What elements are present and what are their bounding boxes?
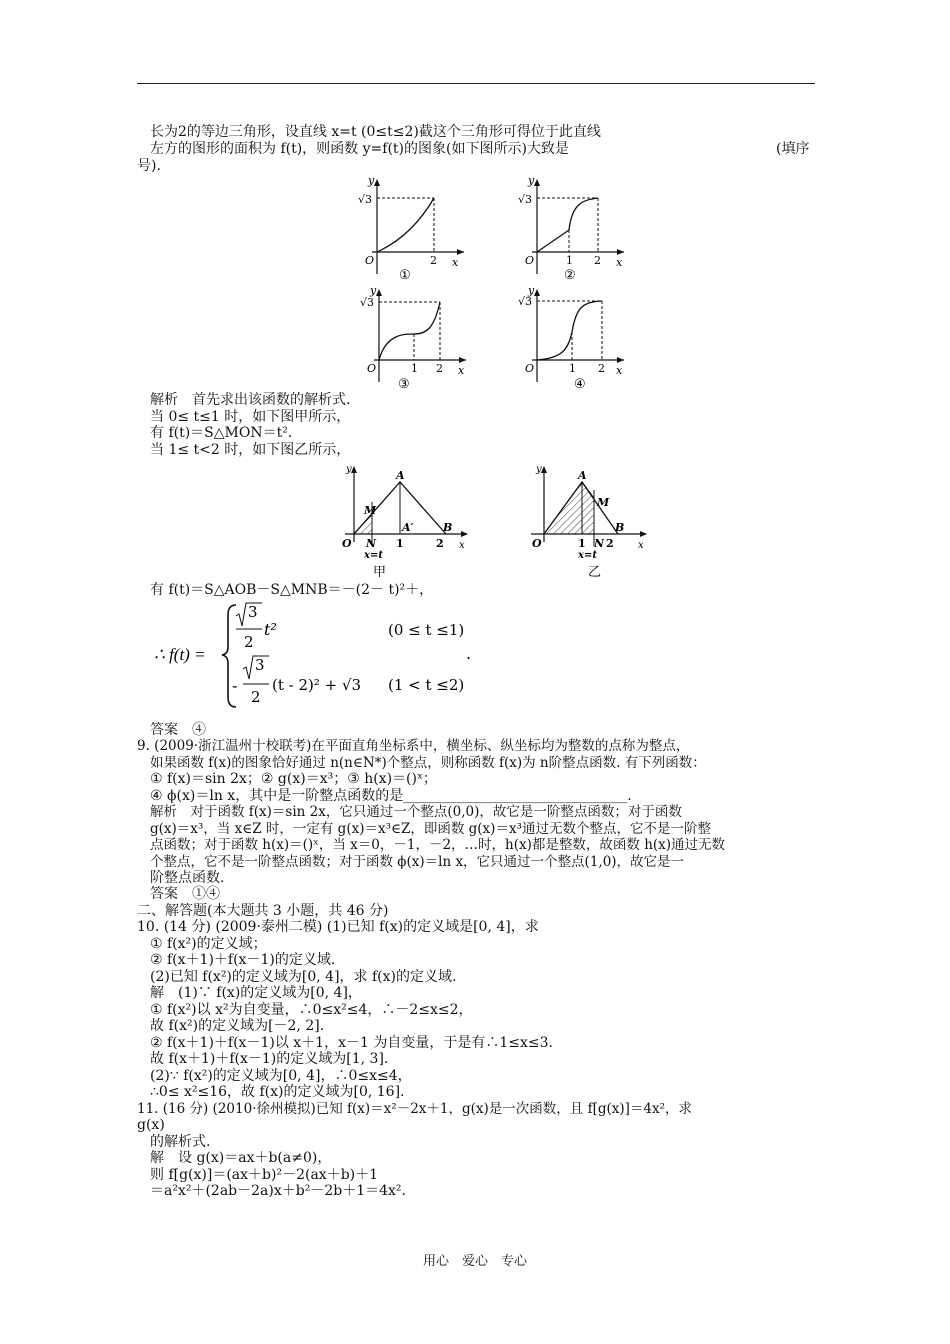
text-line: 个整点，它不是一阶整点函数；对于函数 ϕ(x)＝ln x，它只通过一个整点(1,0)，故它是一 <box>150 854 685 870</box>
minus-sign: - <box>232 676 238 695</box>
text-line: 9. (2009·浙江温州十校联考)在平面直角坐标系中，横坐标、纵坐标均为整数的点称为整点， <box>137 738 690 754</box>
section-heading: 二、解答题(本大题共 3 小题，共 46 分) <box>137 903 389 919</box>
text-line: 故 f(x＋1)＋f(x－1)的定义域为[1, 3]. <box>150 1051 389 1067</box>
text-line: 答案 ①④ <box>150 886 220 902</box>
text-line: 长为2的等边三角形，设直线 x=t (0≤t≤2)截这个三角形可得位于此直线 <box>150 124 601 140</box>
case-expression: (t - 2)² + √3 <box>272 676 362 694</box>
graph-4 <box>512 284 632 392</box>
triangle-figure-yi <box>526 462 656 582</box>
x-tick-label: 2 <box>436 362 443 375</box>
triangle-figure-jia <box>340 462 475 582</box>
text-line: 答案 ④ <box>150 722 206 738</box>
case-condition: (1 < t ≤2) <box>388 676 465 694</box>
text-line: 11. (16 分) (2010·徐州模拟)已知 f(x)＝x²－2x＋1，g(x)是一次函数，且 f[g(x)]＝4x²，求 <box>137 1101 693 1117</box>
tick-1-label: 1 <box>396 537 404 550</box>
origin-label: O <box>532 537 542 550</box>
text-line: (填序 <box>776 141 810 157</box>
text-line: 左方的图形的面积为 f(t)，则函数 y=f(t)的图象(如下图所示)大致是 <box>150 141 569 157</box>
graph-2 <box>512 174 632 282</box>
fraction-denominator: 2 <box>251 688 261 706</box>
text-line: 阶整点函数. <box>150 870 225 886</box>
text-line: (2)∵ f(x²)的定义域为[0, 4]，∴0≤x≤4， <box>150 1068 412 1084</box>
formula-lhs: ∴ f(t) = <box>154 645 206 664</box>
t-squared: t² <box>264 620 277 639</box>
sqrt-radicand: 3 <box>248 603 258 621</box>
text-line: 当 0≤ t≤1 时，如下图甲所示， <box>150 409 351 425</box>
graph-3 <box>354 284 474 392</box>
point-N-label: N <box>366 537 377 550</box>
text-line: 当 1≤ t<2 时，如下图乙所示， <box>150 442 351 458</box>
text-line: 解 (1)∵ f(x)的定义域为[0, 4]， <box>150 985 362 1001</box>
text-line: 点函数；对于函数 h(x)＝()ˣ，当 x＝0，－1，－2，…时，h(x)都是整数，故函数 h(x)通过无数 <box>150 837 726 853</box>
case-condition: (0 ≤ t ≤1) <box>388 621 465 639</box>
text-line: 解析 对于函数 f(x)＝sin 2x，它只通过一个整点(0,0)，故它是一阶整点函数；对于函数 <box>150 804 682 820</box>
figure-caption: 乙 <box>588 565 602 580</box>
y-axis-label: y <box>528 284 535 297</box>
figure-caption: 甲 <box>373 565 387 580</box>
point-N-label: N <box>594 537 605 550</box>
vertex-A-prime-label: A′ <box>402 521 414 534</box>
x-axis-label: x <box>638 540 644 551</box>
y-axis-label: y <box>346 464 352 475</box>
vertex-B-label: B <box>443 521 453 534</box>
point-M-label: M <box>364 504 377 517</box>
text-line: ∴0≤ x²≤16，故 f(x)的定义域为[0, 16]. <box>150 1084 405 1100</box>
vertex-A-label: A <box>578 469 587 482</box>
text-line: 有 f(t)＝S△AOB－S△MNB＝－(2－ t)²＋， <box>150 582 434 598</box>
text-line: ② f(x＋1)＋f(x－1)以 x＋1，x－1 为自变量，于是有∴1≤x≤3. <box>150 1035 553 1051</box>
header-rule <box>137 83 815 84</box>
text-line: ① f(x²)的定义域； <box>150 936 267 952</box>
origin-label: O <box>367 362 377 375</box>
tick-1-label: 1 <box>578 537 586 550</box>
x-tick-label: 1 <box>411 362 418 375</box>
sqrt3-tick-label: √3 <box>518 193 533 206</box>
sqrt3-tick-label: √3 <box>358 193 373 206</box>
x-axis-label: x <box>459 540 465 551</box>
text-line: ④ ϕ(x)＝ln x，其中是一阶整点函数的是________________________________. <box>150 788 632 804</box>
text-line: 号). <box>137 158 161 174</box>
y-axis-label: y <box>528 174 535 187</box>
y-axis-label: y <box>536 464 542 475</box>
text-line: 故 f(x²)的定义域为[－2, 2]. <box>150 1018 325 1034</box>
text-line: 如果函数 f(x)的图象恰好通过 n(n∈N*)个整点，则称函数 f(x)为 n阶整点函数. 有下列函数： <box>150 755 706 771</box>
origin-label: O <box>525 362 535 375</box>
vertex-A-label: A <box>396 469 405 482</box>
x-axis-label: x <box>452 256 459 269</box>
text-line: 的解析式. <box>150 1134 211 1150</box>
text-line: 10. (14 分) (2009·泰州二模) (1)已知 f(x)的定义域是[0, 4]，求 <box>137 919 539 935</box>
x-axis-label: x <box>616 256 623 269</box>
text-line: 则 f[g(x)]＝(ax＋b)²－2(ax＋b)＋1 <box>150 1167 379 1183</box>
tick-2-label: 2 <box>436 537 444 550</box>
text-line: 解析 首先求出该函数的解析式. <box>150 392 351 408</box>
sqrt3-tick-label: √3 <box>518 295 533 308</box>
point-M-label: M <box>597 496 610 509</box>
vertex-B-label: B <box>615 521 625 534</box>
x-tick-label: 2 <box>594 254 601 267</box>
text-line: g(x)＝x³，当 x∈Z 时，一定有 g(x)＝x³∈Z，即函数 g(x)＝x³通过无数个整点，它不是一阶整 <box>150 821 711 837</box>
line-x-equals-t-label: x=t <box>364 550 383 561</box>
y-axis-label: y <box>368 174 375 187</box>
text-line: ① f(x²)以 x²为自变量，∴0≤x²≤4，∴－2≤x≤2， <box>150 1002 473 1018</box>
x-tick-label: 1 <box>569 362 576 375</box>
text-line: 解 设 g(x)＝ax＋b(a≠0)， <box>150 1150 332 1166</box>
x-tick-label: 1 <box>566 254 573 267</box>
sqrt3-tick-label: √3 <box>360 296 375 309</box>
text-line: ① f(x)＝sin 2x；② g(x)＝x³；③ h(x)＝()ˣ； <box>150 771 437 787</box>
text-line: 有 f(t)＝S△MON＝t². <box>150 425 293 441</box>
x-axis-label: x <box>616 364 623 377</box>
text-line: (2)已知 f(x²)的定义域为[0, 4]，求 f(x)的定义域. <box>150 969 457 985</box>
graph-caption: ① <box>399 268 411 282</box>
line-x-equals-t-label: x=t <box>578 550 597 561</box>
y-axis-label: y <box>370 284 377 297</box>
graph-caption: ③ <box>398 377 410 392</box>
text-line: g(x) <box>137 1117 165 1133</box>
x-axis-label: x <box>458 364 465 377</box>
tick-2-label: 2 <box>606 537 614 550</box>
text-line: ＝a²x²＋(2ab－2a)x＋b²－2b＋1＝4x². <box>150 1183 406 1199</box>
x-tick-label: 2 <box>430 254 437 267</box>
fraction-denominator: 2 <box>244 633 254 651</box>
x-tick-label: 2 <box>598 362 605 375</box>
graph-caption: ④ <box>574 377 586 392</box>
graph-caption: ② <box>564 268 576 282</box>
origin-label: O <box>365 254 375 267</box>
period: . <box>466 644 472 663</box>
graph-1 <box>352 174 472 282</box>
piecewise-formula <box>150 597 480 712</box>
sqrt-radicand: 3 <box>255 656 265 674</box>
origin-label: O <box>525 254 535 267</box>
origin-label: O <box>342 537 352 550</box>
text-line: ② f(x＋1)＋f(x－1)的定义域. <box>150 952 336 968</box>
page-footer: 用心 爱心 专心 <box>422 1254 527 1269</box>
